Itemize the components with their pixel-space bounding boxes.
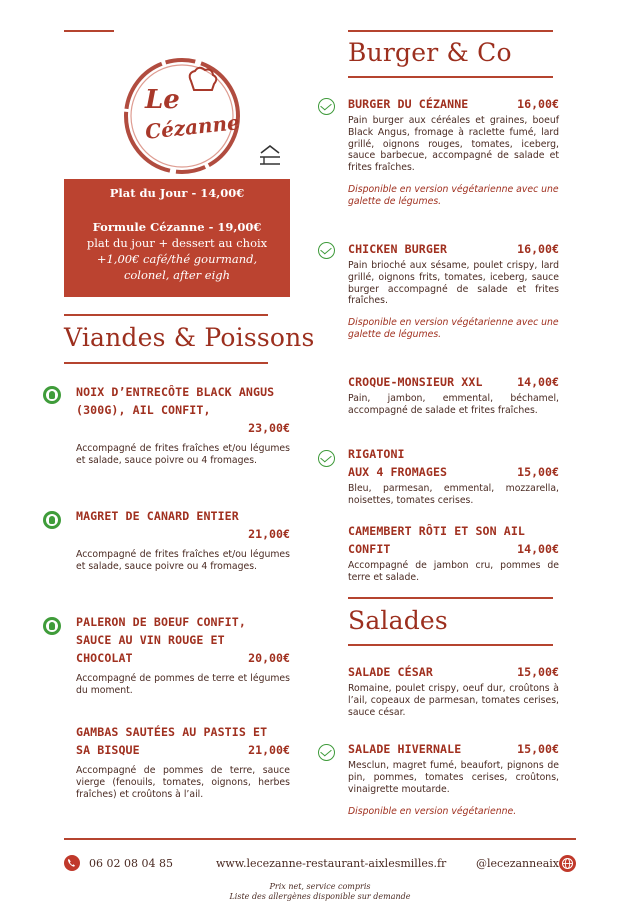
item-name: SALADE CÉSAR [348,665,433,679]
item-price: 15,00€ [517,742,559,756]
item-note: Disponible en version végétarienne. [348,806,517,818]
chef-hat-icon [257,143,283,167]
menu-item [76,723,290,800]
item-note: Disponible en version végétarienne avec une galette de légumes. [348,183,559,207]
restaurant-logo [121,55,243,177]
item-name: CROQUE-MONSIEUR XXL [348,375,483,389]
section-title-salades: Salades [348,606,448,635]
logo-text-cezanne: Cézanne [144,110,241,144]
item-price: 14,00€ [517,375,559,389]
menu-item [348,522,559,584]
item-price: 20,00€ [248,651,290,665]
vegetarian-check-icon [318,98,335,115]
top-left-rule [64,30,114,32]
plat-du-jour: Plat du Jour - 14,00€ [109,186,245,200]
social-handle[interactable]: @lecezanneaix [476,857,560,870]
vegetarian-check-icon [318,744,335,761]
item-name: SALADE HIVERNALE [348,742,462,756]
menu-item [348,240,559,341]
item-name: CHICKEN BURGER [348,242,448,256]
item-price: 15,00€ [517,465,559,479]
vegetarian-check-icon [318,450,335,467]
item-price: 16,00€ [517,97,559,111]
website-link[interactable]: www.lecezanne-restaurant-aixlesmilles.fr [216,857,447,870]
footer-note-price: Prix net, service compris [269,882,371,891]
menu-item [76,383,290,467]
item-name: MAGRET DE CANARD ENTIER [76,509,239,523]
phone-icon [64,855,80,871]
item-description: Pain brioché aux sésame, poulet crispy, lard grillé, oignons frits, tomates, iceberg, sauce burger accompagné de salade et frites fraîches. [348,260,559,307]
viandes-rule-bottom [64,362,268,364]
item-name-line2: CONFIT [348,542,391,556]
specials-box [64,179,290,297]
burger-rule-bottom [348,76,553,78]
item-name: NOIX D’ENTRECÔTE BLACK ANGUS (300G), AIL CONFIT, [76,385,275,417]
item-name: GAMBAS SAUTÉES AU PASTIS ET SA BISQUE [76,725,268,757]
item-description: Accompagné de pommes de terre, sauce vierge (fenouils, tomates, oignons, herbes fraîches) et croûtons à l’ail. [76,765,290,800]
item-price: 15,00€ [517,665,559,679]
item-description: Bleu, parmesan, emmental, mozzarella, noisettes, tomates cerises. [348,483,559,506]
footer-rule [64,838,576,840]
item-description: Accompagné de frites fraîches et/ou légumes et salade, sauce poivre ou 4 fromages. [76,549,290,572]
item-description: Pain burger aux céréales et graines, boeuf Black Angus, fromage à raclette fumé, lard grillé, oignons rouges, tomates, iceberg, sauce barbecue, accompagné de salade et frites fraîches. [348,115,559,174]
formule-extra: +1,00€ café/thé gourmand, colonel, after eigh [96,252,258,282]
formule-cezanne: Formule Cézanne - 19,00€ [92,220,262,234]
menu-item [348,373,559,417]
logo-text-le: Le [145,85,180,115]
eco-label-icon [43,617,61,635]
item-price: 21,00€ [248,527,290,541]
item-name: BURGER DU CÉZANNE [348,97,469,111]
item-description: Pain, jambon, emmental, béchamel, accompagné de salade et frites fraîches. [348,393,559,416]
item-price: 16,00€ [517,242,559,256]
eco-label-icon [43,511,61,529]
item-description: Mesclun, magret fumé, beaufort, pignons de pin, pommes, tomates cerises, croûtons, vinaigrette moutarde. [348,760,559,795]
footer-note-allergens: Liste des allergènes disponible sur demande [229,892,411,901]
item-name-line2: AUX 4 FROMAGES [348,465,448,479]
item-price: 21,00€ [248,743,290,757]
formule-detail: plat du jour + dessert au choix [86,236,268,250]
menu-item [348,740,559,818]
vegetarian-check-icon [318,242,335,259]
item-description: Romaine, poulet crispy, oeuf dur, croûtons à l’ail, copeaux de parmesan, tomates cerises, sauce césar. [348,683,559,718]
item-description: Accompagné de pommes de terre et légumes du moment. [76,673,290,696]
phone-number[interactable]: 06 02 08 04 85 [89,857,173,870]
item-name: PALERON DE BOEUF CONFIT, SAUCE AU VIN ROUGE ET CHOCOLAT [76,615,246,665]
menu-item [348,663,559,718]
menu-item [348,445,559,507]
menu-item [76,507,290,573]
burger-rule-top [348,30,553,32]
item-name-line1: RIGATONI [348,447,405,461]
salades-rule-top [348,597,553,599]
menu-item [76,613,290,697]
section-title-viandes: Viandes & Poissons [64,323,315,352]
item-description: Accompagné de frites fraîches et/ou légumes et salade, sauce poivre ou 4 fromages. [76,443,290,466]
item-note: Disponible en version végétarienne avec une galette de légumes. [348,317,559,340]
salades-rule-bottom [348,644,553,646]
viandes-rule-top [64,314,268,316]
menu-item [348,95,559,208]
item-price: 14,00€ [517,542,559,556]
eco-label-icon [43,386,61,404]
item-name-line1: CAMEMBERT RÔTI ET SON AIL [348,524,526,538]
item-description: Accompagné de jambon cru, pommes de terre et salade. [348,560,559,583]
section-title-burger: Burger & Co [348,38,512,67]
item-price: 23,00€ [248,421,290,435]
globe-icon [559,855,576,872]
